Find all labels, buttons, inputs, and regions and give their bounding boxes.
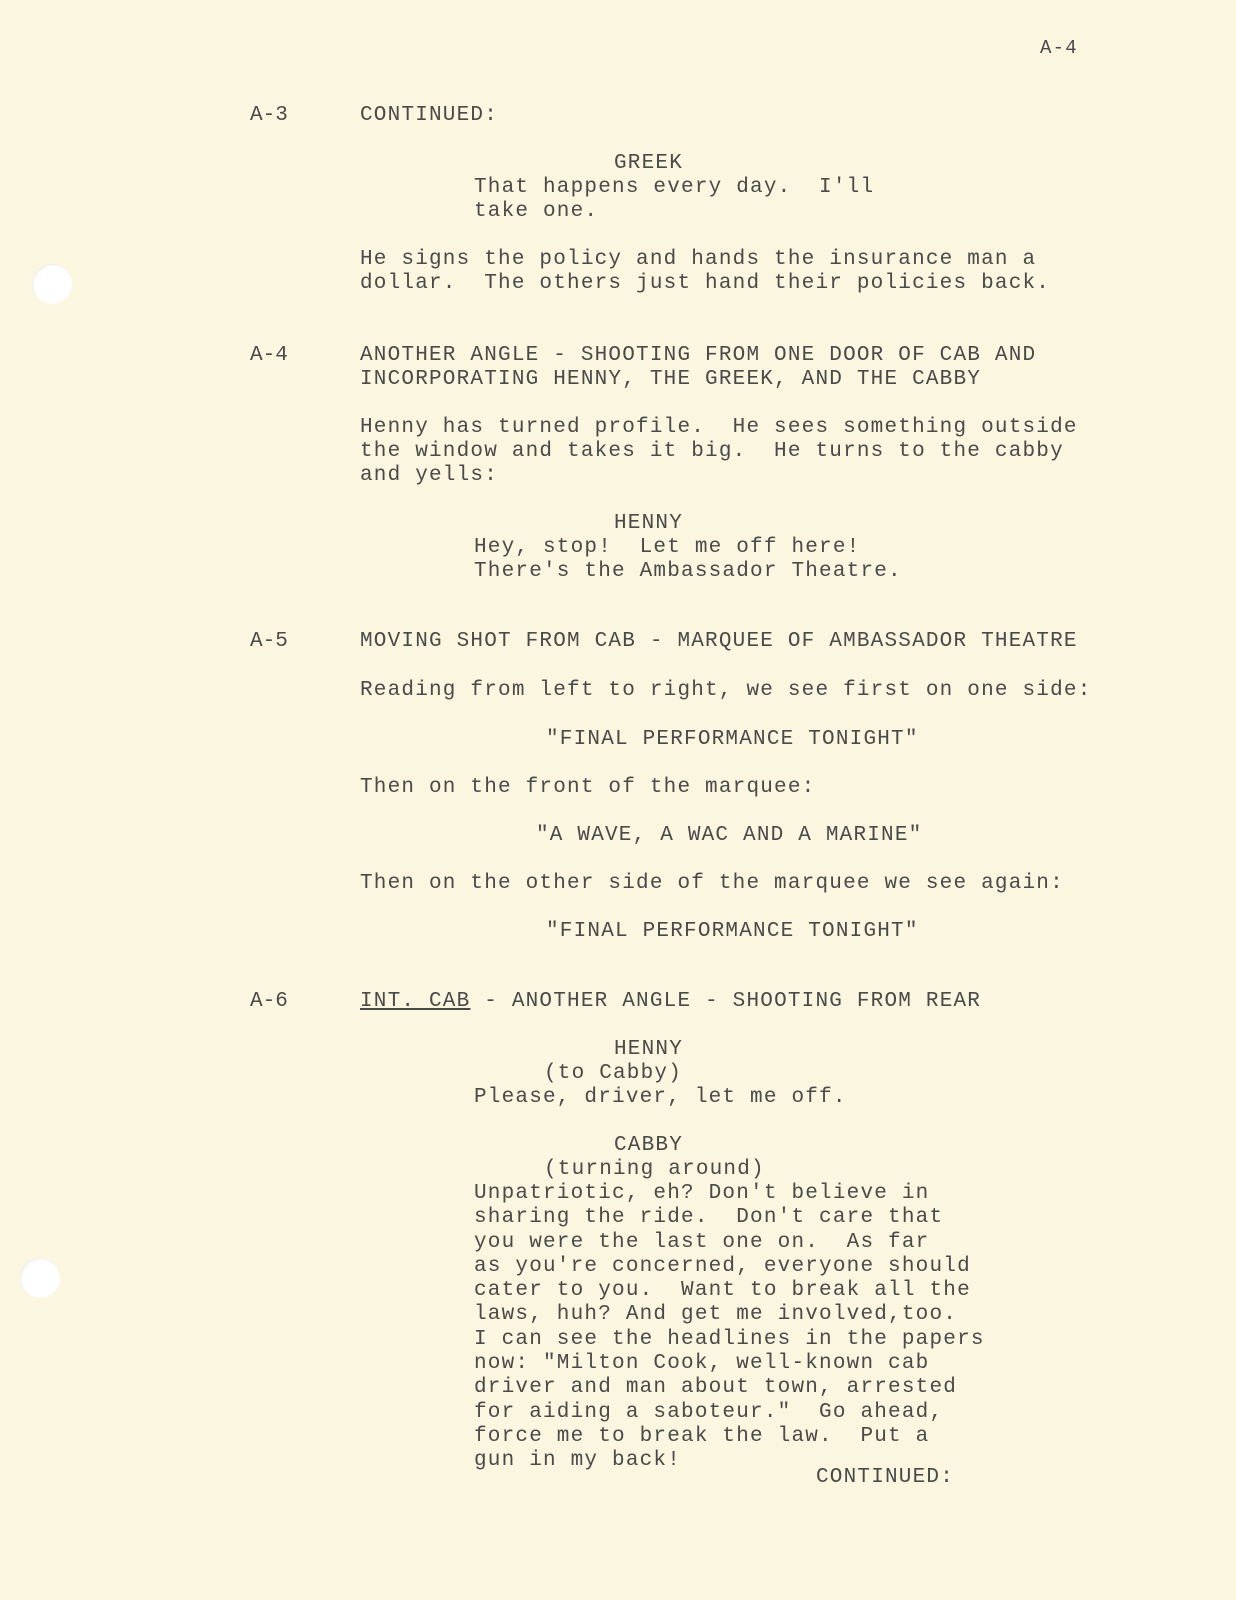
scene-number: A-4 — [250, 344, 288, 367]
scene-heading: INCORPORATING HENNY, THE GREEK, AND THE CABBY — [360, 368, 982, 391]
scene-heading: CONTINUED: — [360, 104, 499, 127]
action-line: Then on the other side of the marquee we see again: — [360, 872, 1064, 895]
action-line: Henny has turned profile. He sees something outside — [360, 416, 1078, 439]
character-name: GREEK — [614, 152, 684, 175]
parenthetical: (to Cabby) — [544, 1062, 683, 1085]
marquee-text: "FINAL PERFORMANCE TONIGHT" — [546, 920, 919, 943]
action-line: Reading from left to right, we see first on one side: — [360, 679, 1092, 702]
scene-number: A-3 — [250, 104, 288, 127]
continued-footer: CONTINUED: — [816, 1466, 955, 1489]
dialogue-line: Please, driver, let me off. — [474, 1086, 847, 1109]
scene-heading: ANOTHER ANGLE - SHOOTING FROM ONE DOOR OF CAB AND — [360, 344, 1037, 367]
action-line: Then on the front of the marquee: — [360, 776, 816, 799]
dialogue-line: take one. — [474, 200, 599, 223]
scene-number: A-5 — [250, 630, 288, 653]
dialogue-speech: Unpatriotic, eh? Don't believe in sharing the ride. Don't care that you were the last one on. As far as you're concerned, everyone should cater to you. Want to break all the laws, huh? And get me involved,too. I can see the headlines in the papers now: "Milton Cook, well-known cab driver and man about town, arrested for aiding a saboteur." Go ahead, force me to break the law. Put a gun in my back! — [474, 1182, 985, 1473]
action-line: and yells: — [360, 464, 499, 487]
dialogue-line: There's the Ambassador Theatre. — [474, 560, 902, 583]
action-line: He signs the policy and hands the insurance man a — [360, 248, 1037, 271]
character-name: HENNY — [614, 1038, 684, 1061]
dialogue-line: That happens every day. I'll — [474, 176, 875, 199]
scene-number: A-6 — [250, 990, 288, 1013]
marquee-text: "FINAL PERFORMANCE TONIGHT" — [546, 728, 919, 751]
punch-hole-bottom — [20, 1258, 60, 1298]
parenthetical: (turning around) — [544, 1158, 765, 1181]
page-number: A-4 — [1040, 37, 1078, 59]
marquee-text: "A WAVE, A WAC AND A MARINE" — [536, 824, 923, 847]
scene-heading-rest: - ANOTHER ANGLE - SHOOTING FROM REAR — [470, 990, 982, 1013]
dialogue-line: Hey, stop! Let me off here! — [474, 536, 861, 559]
scene-heading: MOVING SHOT FROM CAB - MARQUEE OF AMBASSADOR THEATRE — [360, 630, 1078, 653]
punch-hole-top — [32, 264, 72, 304]
action-line: dollar. The others just hand their policies back. — [360, 272, 1051, 295]
scene-heading-underlined: INT. CAB — [360, 990, 471, 1013]
action-line: the window and takes it big. He turns to the cabby — [360, 440, 1064, 463]
scene-heading — [360, 990, 981, 1014]
character-name: CABBY — [614, 1134, 684, 1157]
character-name: HENNY — [614, 512, 684, 535]
